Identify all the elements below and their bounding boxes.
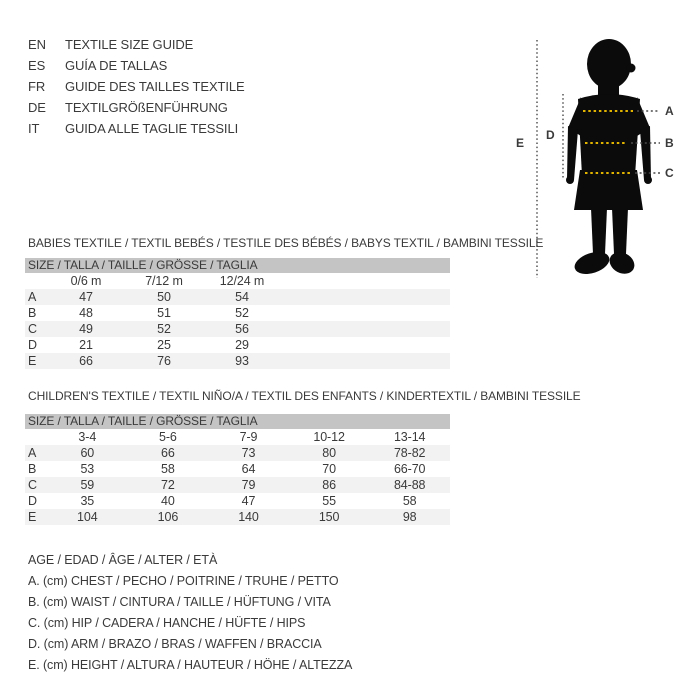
cell-value: 66 (161, 446, 175, 460)
row-label: C (28, 478, 37, 492)
cell-value: 84-88 (393, 478, 426, 492)
cell-value: 78-82 (393, 446, 426, 460)
cell-value: 72 (161, 478, 175, 492)
age-column-header: 3-4 (78, 430, 97, 444)
cell-value: 52 (235, 306, 249, 320)
babies-table-title: BABIES TEXTILE / TEXTIL BEBÉS / TESTILE DES BÉBÉS / BABYS TEXTIL / BAMBINI TESSILE (28, 236, 544, 250)
language-row-fr (28, 76, 245, 97)
language-title: GUIDE DES TAILLES TEXTILE (65, 79, 245, 94)
cell-value: 47 (79, 290, 93, 304)
table-row-arm (25, 493, 450, 509)
children-size-table (25, 414, 450, 525)
cell-value: 53 (80, 462, 95, 476)
cell-value: 104 (77, 510, 98, 524)
cell-value: 79 (241, 478, 256, 492)
row-label: D (28, 338, 37, 352)
legend-chest-line: A. (cm) CHEST / PECHO / POITRINE / TRUHE / PETTO (28, 574, 339, 588)
language-title: TEXTILGRÖßENFÜHRUNG (65, 100, 228, 115)
table-row-chest (25, 445, 450, 461)
cell-value: 66 (79, 354, 93, 368)
age-column-header: 12/24 m (219, 274, 265, 288)
cell-value: 66-70 (393, 462, 426, 476)
table-row-hip (25, 321, 450, 337)
language-code: ES (28, 58, 46, 73)
language-title: GUÍA DE TALLAS (65, 58, 168, 73)
cell-value: 29 (235, 338, 249, 352)
row-label: D (28, 494, 37, 508)
row-label: C (28, 322, 37, 336)
arm-label: D (546, 128, 555, 142)
measurement-legend (28, 550, 352, 676)
cell-value: 58 (402, 494, 417, 508)
age-column-header: 7/12 m (145, 274, 183, 288)
row-label: B (28, 462, 37, 476)
language-row-es (28, 55, 245, 76)
language-title-list (28, 34, 245, 139)
cell-value: 56 (235, 322, 249, 336)
language-row-en (28, 34, 245, 55)
height-label: E (516, 136, 524, 150)
row-label: A (28, 290, 37, 304)
boy-silhouette (566, 39, 652, 278)
row-label: E (28, 510, 37, 524)
cell-value: 52 (157, 322, 171, 336)
chest-label: A (665, 104, 674, 118)
cell-value: 50 (157, 290, 171, 304)
cell-value: 70 (322, 462, 336, 476)
children-age-columns-row (25, 429, 450, 445)
legend-arm-line: D. (cm) ARM / BRAZO / BRAS / WAFFEN / BRACCIA (28, 637, 322, 651)
cell-value: 106 (157, 510, 179, 524)
table-row-height (25, 509, 450, 525)
table-row-chest (25, 289, 450, 305)
cell-value: 80 (322, 446, 336, 460)
cell-value: 73 (241, 446, 256, 460)
language-code: EN (28, 37, 46, 52)
table-row-height (25, 353, 450, 369)
legend-height-line: E. (cm) HEIGHT / ALTURA / HAUTEUR / HÖHE / ALTEZZA (28, 658, 353, 672)
cell-value: 86 (322, 478, 336, 492)
language-code: DE (28, 100, 46, 115)
babies-size-header-bar: SIZE / TALLA / TAILLE / GRÖSSE / TAGLIA (25, 258, 450, 273)
row-label: E (28, 354, 37, 368)
table-row-waist (25, 461, 450, 477)
age-column-header: 0/6 m (70, 274, 102, 288)
table-row-arm (25, 337, 450, 353)
cell-value: 150 (318, 510, 340, 524)
cell-value: 40 (161, 494, 175, 508)
cell-value: 64 (241, 462, 256, 476)
language-title: TEXTILE SIZE GUIDE (65, 37, 194, 52)
cell-value: 59 (80, 478, 95, 492)
language-code: FR (28, 79, 46, 94)
babies-age-columns-row (25, 273, 450, 289)
age-column-header: 5-6 (159, 430, 177, 444)
table-row-hip (25, 477, 450, 493)
row-label: A (28, 446, 37, 460)
table-row-waist (25, 305, 450, 321)
cell-value: 140 (238, 510, 259, 524)
row-label: B (28, 306, 37, 320)
cell-value: 98 (402, 510, 417, 524)
age-column-header: 13-14 (393, 430, 426, 444)
language-row-de (28, 97, 245, 118)
cell-value: 58 (161, 462, 175, 476)
language-code: IT (28, 121, 40, 136)
cell-value: 93 (235, 354, 249, 368)
children-table-title: CHILDREN'S TEXTILE / TEXTIL NIÑO/A / TEXTIL DES ENFANTS / KINDERTEXTIL / BAMBINI TESSILE (28, 389, 581, 403)
age-column-header: 10-12 (313, 430, 345, 444)
cell-value: 51 (157, 306, 171, 320)
cell-value: 76 (157, 354, 171, 368)
cell-value: 21 (79, 338, 93, 352)
cell-value: 60 (80, 446, 95, 460)
legend-waist-line: B. (cm) WAIST / CINTURA / TAILLE / HÜFTUNG / VITA (28, 595, 331, 609)
language-row-it (28, 118, 245, 139)
cell-value: 47 (241, 494, 256, 508)
cell-value: 35 (80, 494, 95, 508)
legend-hip-line: C. (cm) HIP / CADERA / HANCHE / HÜFTE / HIPS (28, 616, 306, 630)
waist-label: B (665, 136, 674, 150)
legend-age-line: AGE / EDAD / ÂGE / ALTER / ETÀ (28, 553, 218, 567)
age-column-header: 7-9 (239, 430, 258, 444)
children-size-header-bar: SIZE / TALLA / TAILLE / GRÖSSE / TAGLIA (25, 414, 450, 429)
cell-value: 49 (79, 322, 93, 336)
cell-value: 48 (79, 306, 93, 320)
language-title: GUIDA ALLE TAGLIE TESSILI (65, 121, 239, 136)
hip-label: C (665, 166, 674, 180)
cell-value: 25 (157, 338, 171, 352)
cell-value: 54 (235, 290, 249, 304)
cell-value: 55 (322, 494, 336, 508)
babies-size-table (25, 258, 450, 369)
